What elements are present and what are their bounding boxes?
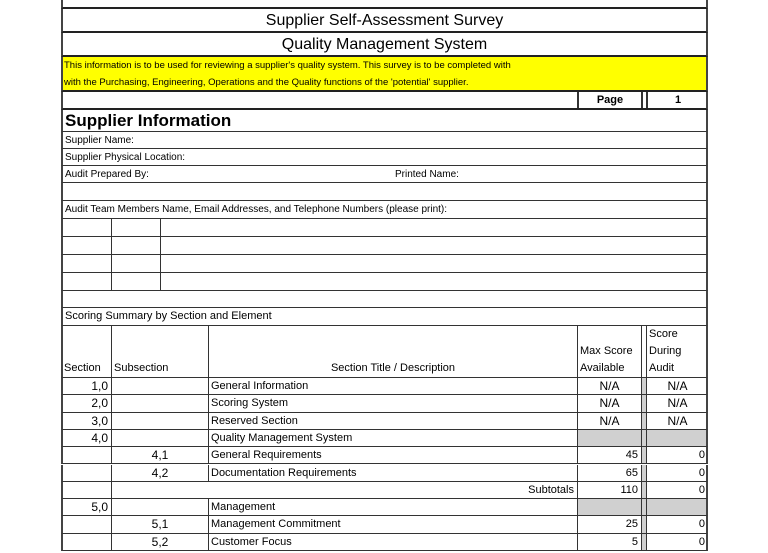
cell-score[interactable]: N/A bbox=[646, 395, 708, 411]
cell-score[interactable]: 0 bbox=[646, 482, 708, 498]
cell-score[interactable]: 0 bbox=[646, 534, 708, 550]
supplier-name-label: Supplier Name: bbox=[65, 135, 134, 146]
cell-max-score bbox=[577, 430, 641, 446]
team-cell-a[interactable] bbox=[111, 237, 160, 254]
col-score-line1: Score bbox=[649, 328, 678, 340]
team-cell-a[interactable] bbox=[111, 219, 160, 236]
cell-section bbox=[63, 447, 111, 463]
cell-max-score bbox=[577, 499, 641, 515]
col-max-score-line2: Available bbox=[580, 362, 625, 374]
notice-box bbox=[61, 57, 708, 92]
audit-team-row[interactable] bbox=[61, 219, 708, 237]
cell-description: Management bbox=[208, 499, 577, 515]
supplier-info-heading: Supplier Information bbox=[61, 110, 708, 132]
printed-name-label: Printed Name: bbox=[395, 169, 459, 180]
cell-max-score: 5 bbox=[577, 534, 641, 550]
table-row bbox=[61, 499, 708, 516]
page-row bbox=[61, 92, 708, 110]
cell-score[interactable]: N/A bbox=[646, 378, 708, 394]
supplier-location-label: Supplier Physical Location: bbox=[65, 152, 186, 163]
audit-team-row[interactable] bbox=[61, 237, 708, 255]
table-row bbox=[61, 447, 708, 464]
cell-section: 2,0 bbox=[91, 396, 108, 411]
cell-max-score: 110 bbox=[577, 482, 641, 498]
page-label: Page bbox=[577, 92, 641, 108]
cell-description: Customer Focus bbox=[208, 534, 577, 550]
cell-subsection: 5,2 bbox=[111, 534, 208, 550]
cell-subsection: 4,1 bbox=[111, 447, 208, 463]
audit-team-label: Audit Team Members Name, Email Addresses, and Telephone Numbers (please print): bbox=[61, 201, 708, 219]
cell-subsection bbox=[111, 413, 208, 429]
cell-section bbox=[63, 534, 111, 550]
cell-section bbox=[63, 516, 111, 532]
cell-subsection bbox=[111, 395, 208, 411]
team-cell-b[interactable] bbox=[160, 237, 708, 254]
supplier-location-field[interactable] bbox=[61, 149, 708, 166]
subtotal-row bbox=[61, 482, 708, 499]
cell-score[interactable]: 0 bbox=[646, 465, 708, 481]
cell-max-score: N/A bbox=[577, 395, 641, 411]
team-cell-b[interactable] bbox=[160, 219, 708, 236]
survey-subtitle: Quality Management System bbox=[61, 33, 708, 57]
cell-section bbox=[63, 465, 111, 481]
col-score-line3: Audit bbox=[649, 362, 675, 374]
team-cell-a[interactable] bbox=[111, 273, 160, 290]
top-row bbox=[61, 0, 708, 9]
cell-description: Subtotals bbox=[528, 483, 574, 496]
cell-section bbox=[63, 482, 111, 498]
supplier-name-field[interactable] bbox=[61, 132, 708, 149]
cell-max-score: N/A bbox=[577, 378, 641, 394]
cell-max-score: 25 bbox=[577, 516, 641, 532]
cell-description: Scoring System bbox=[208, 395, 577, 411]
col-score bbox=[646, 326, 708, 377]
cell-section: 3,0 bbox=[91, 413, 108, 428]
col-description: Section Title / Description bbox=[208, 326, 577, 377]
col-max-score-line1: Max Score bbox=[580, 345, 633, 357]
cell-section: 4,0 bbox=[91, 430, 108, 445]
team-cell-a[interactable] bbox=[111, 255, 160, 272]
blank-row bbox=[61, 291, 708, 308]
cell-score[interactable] bbox=[646, 430, 708, 446]
col-subsection: Subsection bbox=[111, 326, 208, 377]
cell-subsection: 5,1 bbox=[111, 516, 208, 532]
cell-score[interactable]: 0 bbox=[646, 447, 708, 463]
table-row bbox=[61, 516, 708, 533]
cell-description: Documentation Requirements bbox=[208, 465, 577, 481]
cell-description: Quality Management System bbox=[208, 430, 577, 446]
blank-row bbox=[61, 183, 708, 201]
col-section: Section bbox=[64, 362, 101, 374]
audit-prepared-label: Audit Prepared By: bbox=[65, 169, 149, 180]
cell-description: General Information bbox=[208, 378, 577, 394]
col-max-score bbox=[577, 326, 641, 377]
cell-max-score: N/A bbox=[577, 413, 641, 429]
page-number: 1 bbox=[646, 92, 708, 108]
cell-score[interactable]: 0 bbox=[646, 516, 708, 532]
cell-subsection: 4,2 bbox=[111, 465, 208, 481]
audit-team-row[interactable] bbox=[61, 255, 708, 273]
cell-section: 5,0 bbox=[91, 500, 108, 515]
table-row bbox=[61, 534, 708, 551]
cell-description: Management Commitment bbox=[208, 516, 577, 532]
cell-subsection bbox=[111, 499, 208, 515]
col-score-line2: During bbox=[649, 345, 682, 357]
survey-title: Supplier Self-Assessment Survey bbox=[61, 9, 708, 33]
table-row bbox=[61, 413, 708, 430]
team-cell-b[interactable] bbox=[160, 273, 708, 290]
scoring-header-row bbox=[61, 326, 708, 378]
cell-score[interactable]: N/A bbox=[646, 413, 708, 429]
cell-description: General Requirements bbox=[208, 447, 577, 463]
notice-line-1: This information is to be used for reviewing a supplier's quality system. This survey is to be completed with bbox=[64, 60, 511, 71]
cell-subsection bbox=[111, 482, 208, 498]
cell-max-score: 65 bbox=[577, 465, 641, 481]
cell-max-score: 45 bbox=[577, 447, 641, 463]
cell-score[interactable] bbox=[646, 499, 708, 515]
audit-team-row[interactable] bbox=[61, 273, 708, 291]
cell-description: Reserved Section bbox=[208, 413, 577, 429]
team-cell-b[interactable] bbox=[160, 255, 708, 272]
cell-subsection bbox=[111, 430, 208, 446]
notice-line-2: with the Purchasing, Engineering, Operations and the Quality functions of the 'potential' supplier. bbox=[64, 77, 469, 88]
cell-section: 1,0 bbox=[91, 379, 108, 393]
table-row bbox=[61, 465, 708, 482]
table-row bbox=[61, 430, 708, 447]
table-row bbox=[61, 378, 708, 395]
audit-prepared-field[interactable] bbox=[61, 166, 708, 183]
scoring-heading: Scoring Summary by Section and Element bbox=[61, 308, 708, 326]
cell-subsection bbox=[111, 378, 208, 394]
table-row bbox=[61, 395, 708, 412]
